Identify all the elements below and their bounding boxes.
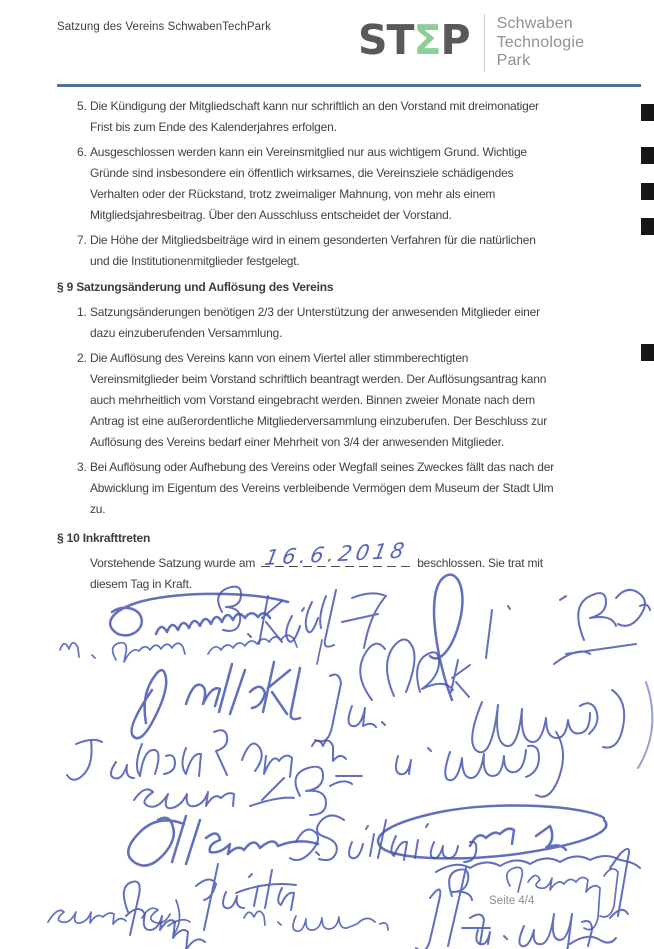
logo-name-line: Schwaben: [496, 15, 573, 32]
step-logo-acronym: [358, 16, 470, 64]
signature-stroke-pdut: [448, 868, 490, 946]
text-line: Verhalten oder der Rückstand, trotz zweimaliger Mahnung, von mehr als einem: [90, 187, 496, 201]
list-item-number: 3.: [77, 460, 87, 474]
scan-artifact-mark: [641, 147, 654, 164]
text-line: Frist bis zum Ende des Kalenderjahres erfolgen.: [90, 120, 337, 134]
text-line: Auflösung des Vereins bedarf einer Mehrheit von 3/4 der anwesenden Mitglieder.: [90, 435, 505, 449]
closing-text-before: Vorstehende Satzung wurde am: [90, 556, 256, 570]
signature-stroke-ju: [315, 675, 385, 742]
signature-stroke-long-cursive: [417, 652, 624, 752]
text-line: Die Auflösung des Vereins kann von einem Viertel aller stimmberechtigten: [90, 351, 469, 365]
signature-stroke-ellipse: [378, 805, 606, 858]
signature-stroke-flourish: [110, 594, 288, 636]
handwritten-date: 16.6.2018: [262, 538, 411, 571]
logo-letter-p: P: [440, 16, 470, 64]
list-item-7: [57, 230, 623, 272]
text-line: Die Kündigung der Mitgliedschaft kann nur schriftlich an den Vorstand mit dreimonatiger: [90, 99, 539, 113]
signature-stroke-herseves: [244, 911, 388, 931]
signature-stroke-parens: [360, 639, 414, 700]
text-line: Mitgliedsjahresbeitrag. Über den Ausschluss entscheidet der Vorstand.: [90, 208, 452, 222]
text-line: und die Institutionenmitglieder festgelegt.: [90, 254, 300, 268]
list-item-number: 6.: [77, 145, 87, 159]
list-item-5: [57, 96, 623, 138]
signature-stroke-andreas-row: [60, 635, 322, 664]
list-item-number: 5.: [77, 99, 87, 113]
scan-artifact-mark: [641, 218, 654, 235]
signature-stroke-seven: [342, 593, 386, 648]
list-item-9-1: [57, 302, 623, 344]
text-line: Bei Auflösung oder Aufhebung des Vereins oder Wegfall seines Zweckes fällt das nach der: [90, 460, 555, 474]
signature-stroke-wave: [436, 856, 640, 872]
closing-text-after: beschlossen. Sie trat mit: [417, 556, 543, 570]
list-item-6: [57, 142, 623, 226]
signature-stroke-jan-lend: [132, 662, 300, 738]
signature-stroke-bkille: [218, 587, 336, 647]
text-line: Vereinsmitglieder beim Vorstand schriftlich beantragt werden. Der Auflösungsantrag kann: [90, 372, 547, 386]
page-number-label: Seite 4/4: [489, 895, 535, 907]
signature-stroke-ehl: [416, 889, 440, 949]
list-item-9-2: [57, 348, 623, 453]
signature-stroke-jochen: [67, 730, 346, 780]
signature-stroke-marks: [486, 606, 510, 658]
signature-stroke-collen: [128, 816, 318, 866]
date-blank-line: [261, 538, 411, 571]
signature-stroke-felely: [476, 914, 616, 949]
text-line: dazu einzuberufenden Versammlung.: [90, 326, 283, 340]
text-line: Satzungsänderungen benötigen 2/3 der Unterstützung der anwesenden Mitglieder einer: [90, 305, 540, 319]
signature-stroke-tall-h: [610, 849, 629, 918]
logo-name-line: Technologie: [496, 33, 585, 51]
signature-stroke-edge-curl: [638, 682, 652, 768]
list-item-number: 7.: [77, 233, 87, 247]
signature-stroke-right-top: [554, 590, 650, 664]
document-title: Satzung des Vereins SchwabenTechPark: [57, 21, 271, 33]
text-line: Abwicklung im Eigentum des Vereins verbleibende Vermögen dem Museum der Stadt Ulm: [90, 481, 554, 495]
step-logo: [358, 14, 584, 72]
signature-stroke-schilling: [290, 815, 476, 862]
logo-letter-sigma: Σ: [413, 16, 441, 64]
scan-artifact-mark: [641, 344, 654, 361]
signature-stroke-andreas-bork: [48, 900, 190, 934]
closing-text-line2: diesem Tag in Kraft.: [90, 577, 192, 591]
header-rule: [57, 84, 641, 87]
list-item-number: 1.: [77, 305, 87, 319]
text-line: Die Höhe der Mitgliedsbeiträge wird in einem gesonderten Verfahren für die natürlichen: [90, 233, 536, 247]
text-line: Antrag ist eine außerordentliche Mitgliederversammlung einzuberufen. Der Beschluss zur: [90, 414, 548, 428]
list-item-9-3: [57, 457, 623, 520]
logo-divider: [484, 14, 485, 72]
text-line: Ausgeschlossen werden kann ein Vereinsmitglied nur aus wichtigem Grund. Wichtige: [90, 145, 527, 159]
list-item-number: 2.: [77, 351, 87, 365]
scan-artifact-mark: [641, 183, 654, 200]
text-line: Gründe sind insbesondere ein öffentlich wirksames, die Vereinsziele schädigendes: [90, 166, 514, 180]
document-body: [57, 96, 623, 595]
scan-artifact-mark: [641, 104, 654, 121]
signature-stroke-eduard: [134, 767, 362, 815]
section-heading-10: § 10 Inkrafttreten: [57, 531, 151, 545]
signature-stroke-hamul: [124, 864, 296, 949]
text-line: auch mehrheitlich vom Vorstand eingebracht werden. Binnen zweier Monate nach dem: [90, 393, 535, 407]
text-line: zu.: [90, 502, 106, 516]
signature-stroke-uuurley: [396, 732, 563, 797]
logo-wordmark: [497, 14, 585, 71]
logo-name-line: Park: [496, 52, 531, 69]
logo-letters-st: ST: [358, 16, 414, 64]
section-heading-9: § 9 Satzungsänderung und Auflösung des Vereins: [57, 280, 334, 294]
